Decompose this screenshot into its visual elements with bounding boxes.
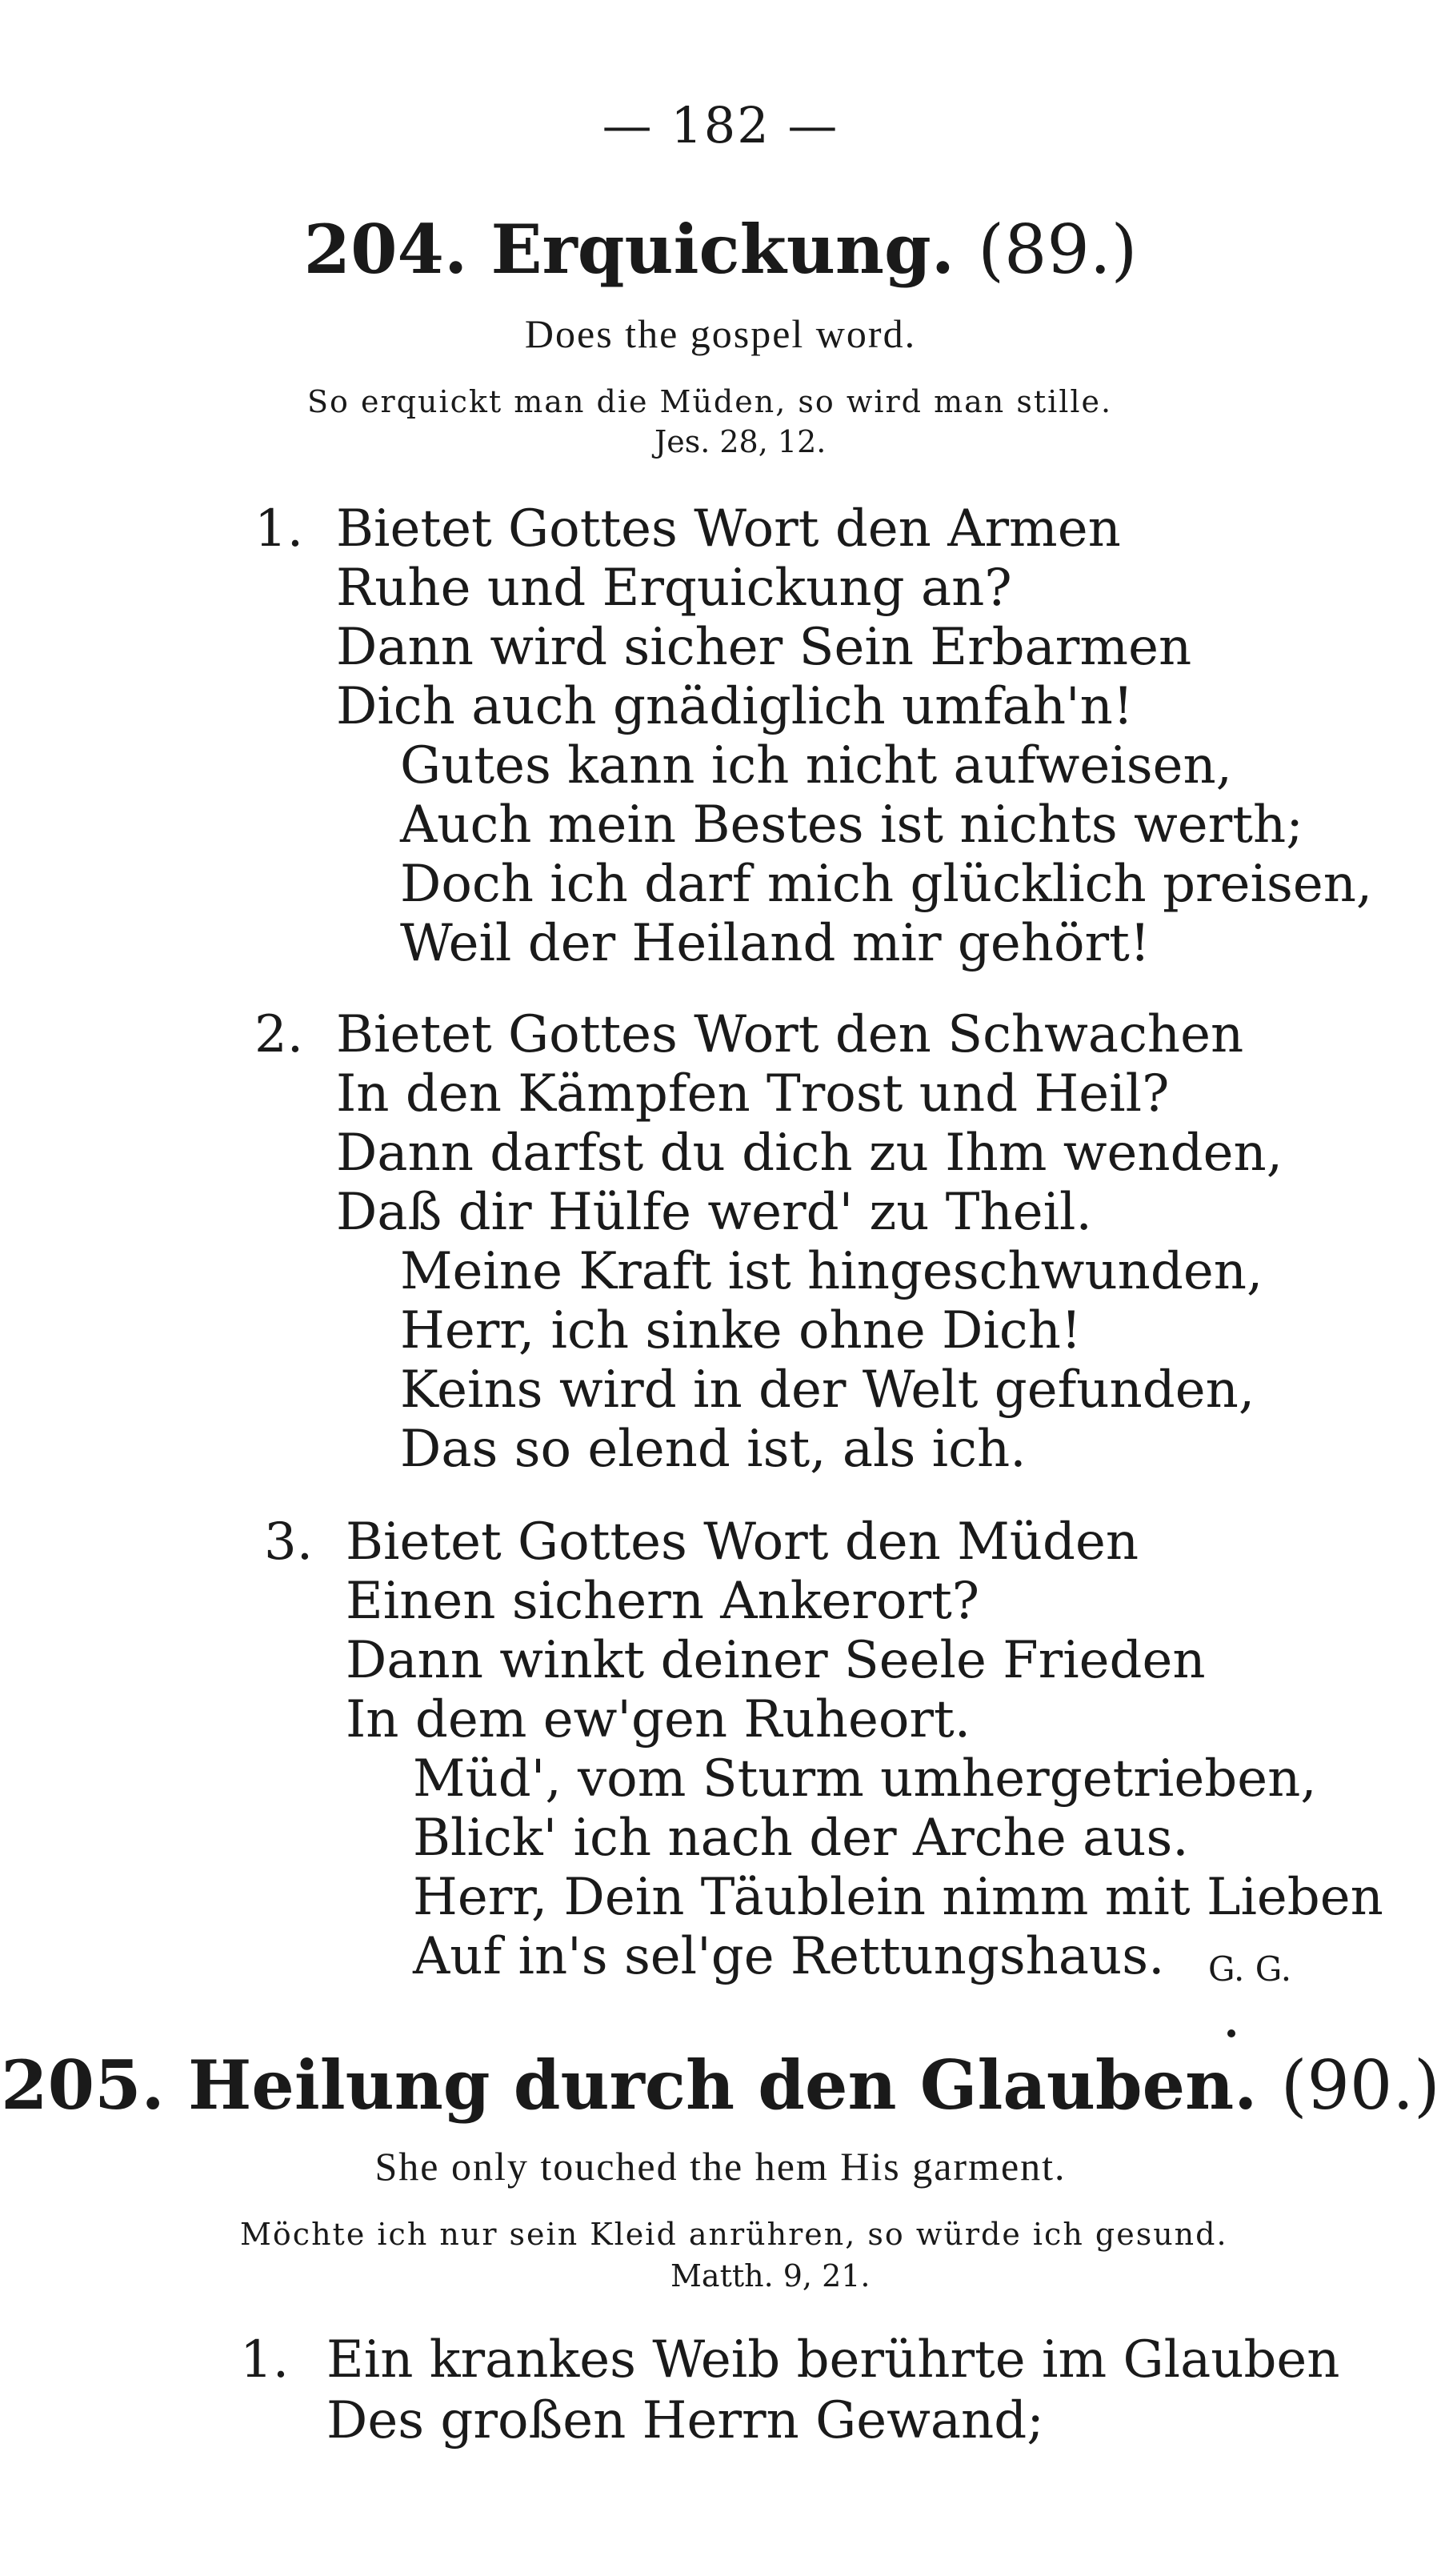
hymn-tune-number: (90.) xyxy=(1280,2046,1440,2125)
verse-line: Dann winkt deiner Seele Frieden xyxy=(346,1631,1206,1690)
english-tune-line: She only touched the hem His garment. xyxy=(374,2144,1067,2189)
hymn-title-text: Erquickung. xyxy=(490,210,955,289)
verse-line: Bietet Gottes Wort den Müden xyxy=(346,1512,1139,1572)
hymn-title-text: Heilung durch den Glauben. xyxy=(188,2045,1258,2125)
verse-line: Müd', vom Sturm umhergetrieben, xyxy=(413,1749,1317,1809)
verse-line: Weil der Heiland mir gehört! xyxy=(400,914,1151,973)
verse-line: Dich auch gnädiglich umfah'n! xyxy=(336,677,1134,736)
page-number: — 182 — xyxy=(602,96,839,154)
verse-line: Dann darfst du dich zu Ihm wenden, xyxy=(336,1124,1283,1183)
verse-line: Blick' ich nach der Arche aus. xyxy=(413,1809,1189,1868)
verse-number: 3. xyxy=(264,1512,314,1572)
verse-line: Das so elend ist, als ich. xyxy=(400,1420,1027,1479)
scripture-epigraph: Möchte ich nur sein Kleid anrühren, so würde ich gesund. xyxy=(240,2217,1228,2252)
verse-line: Bietet Gottes Wort den Armen xyxy=(336,499,1121,559)
verse-line: Herr, Dein Täublein nimm mit Lieben xyxy=(413,1868,1383,1927)
verse-line: Einen sichern Ankerort? xyxy=(346,1572,980,1631)
hymn-number: 204. xyxy=(303,210,468,289)
verse-line: Doch ich darf mich glücklich preisen, xyxy=(400,855,1373,914)
verse-line: Auf in's sel'ge Rettungshaus. xyxy=(413,1927,1165,1986)
verse-line: Auch mein Bestes ist nichts werth; xyxy=(400,795,1303,855)
verse-line: In dem ew'gen Ruheort. xyxy=(346,1690,971,1749)
scripture-reference: Matth. 9, 21. xyxy=(670,2258,871,2294)
verse-line: Keins wird in der Welt gefunden, xyxy=(400,1360,1255,1420)
hymn-title-204 xyxy=(0,210,1441,289)
verse-line: Meine Kraft ist hingeschwunden, xyxy=(400,1242,1263,1301)
verse-number: 1. xyxy=(240,2330,290,2390)
verse-line: Ruhe und Erquickung an? xyxy=(336,559,1012,618)
verse-line: Ein krankes Weib berührte im Glauben xyxy=(326,2330,1340,2390)
scripture-epigraph: So erquickt man die Müden, so wird man stille. xyxy=(307,384,1113,419)
verse-number: 1. xyxy=(254,499,304,559)
verse-number: 2. xyxy=(254,1005,304,1064)
hymn-number: 205. xyxy=(1,2045,165,2125)
verse-line: Bietet Gottes Wort den Schwachen xyxy=(336,1005,1244,1064)
verse-line: Daß dir Hülfe werd' zu Theil. xyxy=(336,1183,1092,1242)
verse-line: Dann wird sicher Sein Erbarmen xyxy=(336,618,1192,677)
verse-line: Gutes kann ich nicht aufweisen, xyxy=(400,736,1232,795)
ornament-dot xyxy=(1227,2029,1235,2037)
verse-line: Herr, ich sinke ohne Dich! xyxy=(400,1301,1082,1360)
english-tune-line: Does the gospel word. xyxy=(524,311,917,356)
author-initials: G. G. xyxy=(1208,1949,1292,1989)
scripture-reference: Jes. 28, 12. xyxy=(654,424,827,459)
hymn-tune-number: (89.) xyxy=(978,210,1138,289)
verse-line: Des großen Herrn Gewand; xyxy=(326,2391,1044,2450)
hymn-title-205 xyxy=(0,2045,1441,2125)
verse-line: In den Kämpfen Trost und Heil? xyxy=(336,1064,1170,1124)
